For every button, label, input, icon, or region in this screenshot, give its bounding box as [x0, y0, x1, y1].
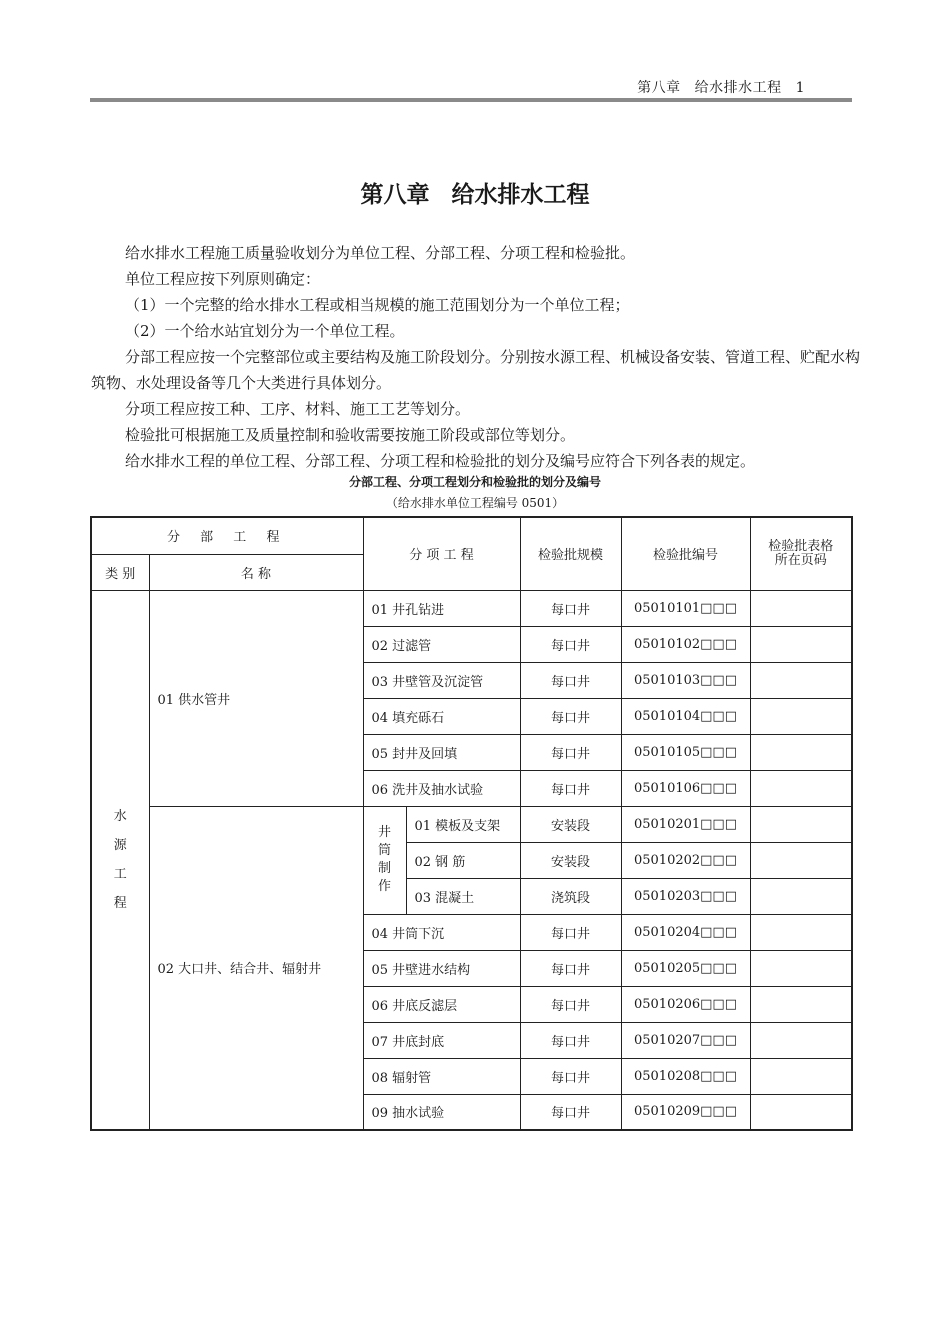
- code-cell: 05010205□□□: [621, 950, 750, 986]
- item-cell: 03 井壁管及沉淀管: [363, 662, 520, 698]
- scale-cell: 每口井: [520, 1058, 621, 1094]
- scale-cell: 每口井: [520, 950, 621, 986]
- item-cell: 06 井底反滤层: [363, 986, 520, 1022]
- scale-cell: 每口井: [520, 698, 621, 734]
- page-cell: [750, 662, 852, 698]
- header-rule: [90, 98, 852, 102]
- scale-cell: 安装段: [520, 842, 621, 878]
- division-table: [90, 516, 853, 1131]
- page-cell: [750, 806, 852, 842]
- page-cell: [750, 734, 852, 770]
- page-cell: [750, 1022, 852, 1058]
- code-cell: 05010102□□□: [621, 626, 750, 662]
- page-cell: [750, 950, 852, 986]
- header-name: 名 称: [149, 554, 363, 590]
- scale-cell: 每口井: [520, 1022, 621, 1058]
- subgroup-cell: 井 筒 制 作: [363, 806, 406, 914]
- scale-cell: 安装段: [520, 806, 621, 842]
- group-name: 01 供水管井: [149, 590, 363, 806]
- code-cell: 05010202□□□: [621, 842, 750, 878]
- title-name: 给水排水工程: [451, 182, 590, 208]
- page-cell: [750, 1058, 852, 1094]
- running-header: [637, 77, 805, 97]
- item-cell: 05 井壁进水结构: [363, 950, 520, 986]
- page-cell: [750, 698, 852, 734]
- table-row: [91, 590, 852, 626]
- header-fenbu: 分 部 工 程: [91, 517, 363, 554]
- code-cell: 05010106□□□: [621, 770, 750, 806]
- scale-cell: 浇筑段: [520, 878, 621, 914]
- paragraph: 分项工程应按工种、工序、材料、施工工艺等划分。: [125, 400, 471, 418]
- header-title: 给水排水工程: [694, 80, 782, 96]
- scale-cell: 每口井: [520, 590, 621, 626]
- scale-cell: 每口井: [520, 914, 621, 950]
- table-caption: 分部工程、分项工程划分和检验批的划分及编号: [348, 475, 601, 489]
- list-item: （2）一个给水站宜划分为一个单位工程。: [125, 322, 405, 340]
- code-cell: 05010206□□□: [621, 986, 750, 1022]
- scale-cell: 每口井: [520, 662, 621, 698]
- item-cell: 08 辐射管: [363, 1058, 520, 1094]
- item-cell: 04 填充砾石: [363, 698, 520, 734]
- item-cell: 01 井孔钻进: [363, 590, 520, 626]
- page-cell: [750, 878, 852, 914]
- page-cell: [750, 914, 852, 950]
- code-cell: 05010209□□□: [621, 1094, 750, 1130]
- code-cell: 05010208□□□: [621, 1058, 750, 1094]
- scale-cell: 每口井: [520, 986, 621, 1022]
- body-text: [91, 240, 861, 474]
- item-cell: 04 井筒下沉: [363, 914, 520, 950]
- list-item: （1）一个完整的给水排水工程或相当规模的施工范围划分为一个单位工程；: [125, 296, 630, 314]
- code-cell: 05010204□□□: [621, 914, 750, 950]
- table-subcaption: （给水排水单位工程编号 0501）: [385, 496, 565, 510]
- item-cell: 07 井底封底: [363, 1022, 520, 1058]
- header-page-number: 1: [795, 80, 805, 96]
- code-cell: 05010103□□□: [621, 662, 750, 698]
- title-chapter: 第八章: [360, 182, 430, 208]
- item-cell: 05 封井及回填: [363, 734, 520, 770]
- header-scale: 检验批规模: [520, 517, 621, 590]
- header-code: 检验批编号: [621, 517, 750, 590]
- paragraph: 给水排水工程施工质量验收划分为单位工程、分部工程、分项工程和检验批。: [125, 244, 636, 262]
- header-category: 类 别: [91, 554, 149, 590]
- header-fenxiang: 分 项 工 程: [363, 517, 520, 590]
- item-cell: 03 混凝土: [406, 878, 520, 914]
- scale-cell: 每口井: [520, 1094, 621, 1130]
- scale-cell: 每口井: [520, 734, 621, 770]
- page-cell: [750, 590, 852, 626]
- page-title: [0, 176, 950, 209]
- code-cell: 05010104□□□: [621, 698, 750, 734]
- category-cell: 水 源 工 程: [91, 590, 149, 1130]
- item-cell: 02 过滤管: [363, 626, 520, 662]
- paragraph: 单位工程应按下列原则确定：: [125, 270, 321, 288]
- header-chapter: 第八章: [637, 80, 681, 96]
- item-cell: 06 洗井及抽水试验: [363, 770, 520, 806]
- code-cell: 05010203□□□: [621, 878, 750, 914]
- page-cell: [750, 626, 852, 662]
- scale-cell: 每口井: [520, 626, 621, 662]
- paragraph: 分部工程应按一个完整部位或主要结构及施工阶段划分。分别按水源工程、机械设备安装、管道工程、贮配水构筑物、水处理设备等几个大类进行具体划分。: [91, 348, 861, 392]
- paragraph: 检验批可根据施工及质量控制和验收需要按施工阶段或部位等划分。: [125, 426, 576, 444]
- page-cell: [750, 986, 852, 1022]
- item-cell: 02 钢 筋: [406, 842, 520, 878]
- item-cell: 09 抽水试验: [363, 1094, 520, 1130]
- item-cell: 01 模板及支架: [406, 806, 520, 842]
- group-name: 02 大口井、结合井、辐射井: [149, 806, 363, 1130]
- paragraph: 给水排水工程的单位工程、分部工程、分项工程和检验批的划分及编号应符合下列各表的规定。: [125, 452, 756, 470]
- code-cell: 05010105□□□: [621, 734, 750, 770]
- code-cell: 05010207□□□: [621, 1022, 750, 1058]
- scale-cell: 每口井: [520, 770, 621, 806]
- header-page: 检验批表格所在页码: [750, 517, 852, 590]
- page-cell: [750, 770, 852, 806]
- code-cell: 05010101□□□: [621, 590, 750, 626]
- table-row: [91, 806, 852, 842]
- page-cell: [750, 842, 852, 878]
- page-cell: [750, 1094, 852, 1130]
- code-cell: 05010201□□□: [621, 806, 750, 842]
